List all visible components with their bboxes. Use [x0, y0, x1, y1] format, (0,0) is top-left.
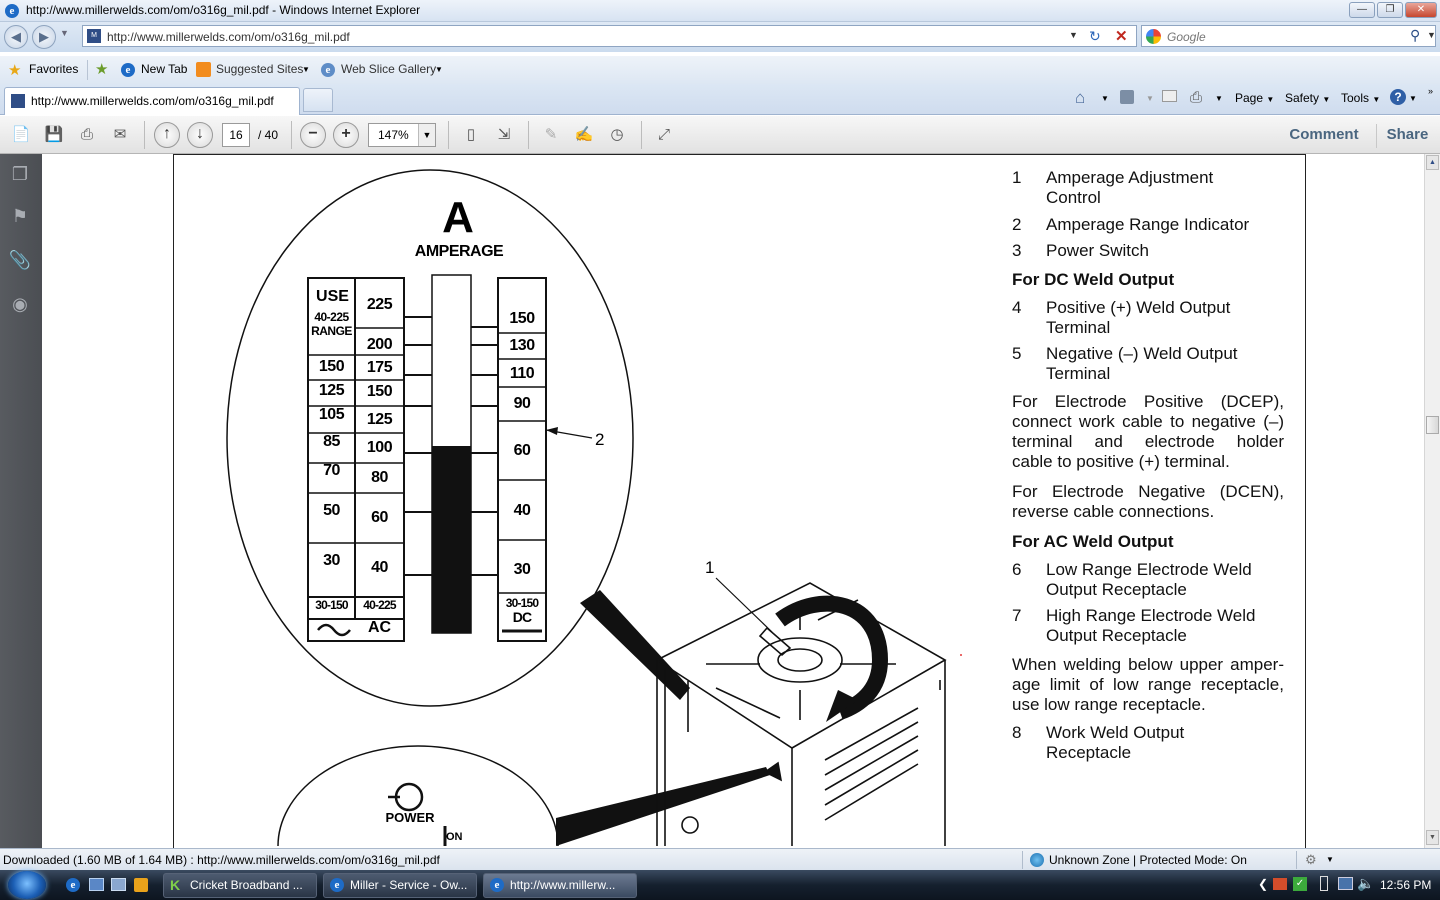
tab-favicon-icon — [11, 94, 25, 108]
share-button[interactable]: Share — [1376, 124, 1438, 148]
security-zone[interactable]: Unknown Zone | Protected Mode: On — [1049, 853, 1247, 867]
download-status: Downloaded (1.60 MB of 1.64 MB) : http://www.millerwelds.com/om/o316g_mil.pdf — [3, 853, 440, 867]
range-label-line-1: 40-225 — [314, 310, 349, 324]
recent-pages-dropdown-icon[interactable]: ▼ — [60, 28, 69, 38]
dc-bottom-label — [498, 596, 546, 624]
toolbar-separator — [291, 121, 292, 149]
globe-icon — [1030, 853, 1044, 867]
close-button[interactable]: ✕ — [1405, 2, 1437, 18]
scale-value: 150 — [509, 310, 535, 327]
suggested-sites-link[interactable]: Suggested Sites — [216, 62, 304, 76]
bookmarks-icon[interactable]: ⚑ — [11, 206, 29, 226]
edit-icon[interactable]: ✎ — [544, 126, 558, 143]
legend-number: 4 — [1012, 298, 1022, 317]
pdf-navigation-panel — [0, 154, 42, 848]
legend-label — [1046, 723, 1184, 763]
scroll-down-icon[interactable]: ▼ — [1426, 830, 1439, 845]
tab-label[interactable]: http://www.millerwelds.com/om/o316g_mil.pdf — [31, 94, 274, 108]
scale-value: 90 — [513, 395, 531, 412]
legend-line: Terminal — [1046, 364, 1111, 383]
print-pdf-icon[interactable]: ⎙ — [80, 126, 93, 143]
legend-label — [1046, 344, 1238, 384]
feeds-icon[interactable] — [1120, 90, 1134, 104]
toolbar-separator — [144, 121, 145, 149]
save-icon[interactable]: 💾 — [44, 126, 64, 143]
home-dropdown-icon[interactable]: ▼ — [1101, 94, 1109, 103]
media-player-icon[interactable] — [134, 878, 148, 892]
dc-heading: For DC Weld Output — [1012, 270, 1175, 289]
fit-width-icon[interactable]: ⇲ — [497, 126, 511, 143]
search-icon[interactable]: ⚲ — [1410, 27, 1421, 43]
legend-number: 5 — [1012, 344, 1022, 363]
scroll-thumb[interactable] — [1426, 416, 1439, 434]
zoom-in-button[interactable]: + — [333, 122, 359, 148]
pdf-document-view[interactable] — [42, 154, 1424, 848]
legend-label — [1046, 168, 1213, 208]
page-number-input[interactable]: 16 — [222, 123, 250, 147]
web-slice-dropdown-icon[interactable]: ▼ — [435, 65, 443, 74]
taskbar-item-label[interactable]: http://www.millerw... — [510, 878, 616, 892]
rotation-arrow — [780, 604, 880, 712]
page-total: / 40 — [258, 128, 279, 142]
para-line: terminal and electrode holder — [1012, 432, 1284, 451]
ac-label: AC — [367, 619, 392, 636]
legend-label — [1046, 560, 1252, 600]
back-button[interactable]: ◀ — [4, 25, 28, 49]
tab-active[interactable] — [4, 87, 300, 115]
para-line: reverse cable connections. — [1012, 502, 1215, 521]
legend-label — [1046, 606, 1255, 646]
amperage-label: AMPERAGE — [414, 243, 504, 260]
legend-line: Work Weld Output — [1046, 723, 1185, 742]
range-label-line-2: RANGE — [311, 324, 352, 338]
zoom-select[interactable] — [368, 123, 436, 147]
scale-value: 130 — [509, 337, 535, 354]
pages-icon[interactable]: ❐ — [11, 164, 29, 184]
legend-label: Amperage Range Indicator — [1046, 215, 1250, 234]
address-bar[interactable] — [82, 25, 1137, 47]
callout-2-label: 2 — [595, 430, 605, 449]
favorites-button[interactable]: Favorites — [29, 62, 79, 76]
legend-panel — [1012, 168, 1287, 848]
toolbar-separator — [641, 121, 642, 149]
taskbar-clock[interactable]: 12:56 PM — [1380, 878, 1432, 892]
window-title-bar — [0, 0, 1440, 22]
cricket-icon: K — [170, 877, 181, 893]
web-slice-icon: e — [321, 63, 335, 77]
scale-value: 105 — [318, 406, 345, 423]
new-tab-button[interactable] — [303, 88, 333, 112]
scale-value: 200 — [366, 336, 393, 353]
taskbar-item-label[interactable]: Miller - Service - Ow... — [350, 878, 468, 892]
legend-number: 2 — [1012, 215, 1022, 234]
legend-number: 7 — [1012, 606, 1022, 625]
tray-network-icon[interactable] — [1338, 877, 1353, 890]
scale-value: 80 — [371, 469, 388, 486]
stop-icon[interactable]: ✕ — [1115, 28, 1128, 45]
favorites-divider — [87, 60, 88, 80]
maximize-button[interactable]: ❐ — [1377, 2, 1403, 18]
para-line: age limit of low range receptacle, — [1012, 675, 1284, 694]
google-icon — [1146, 29, 1161, 44]
internet-explorer-icon: e — [5, 4, 19, 18]
suggested-sites-dropdown-icon[interactable]: ▼ — [302, 65, 310, 74]
legend-line: High Range Electrode Weld — [1046, 606, 1256, 625]
legend-number: 3 — [1012, 241, 1022, 260]
legend-number: 1 — [1012, 168, 1022, 187]
scroll-up-icon[interactable]: ▲ — [1426, 155, 1439, 170]
legend-label — [1046, 298, 1230, 338]
safety-menu[interactable]: Safety ▼ — [1285, 91, 1331, 105]
on-label: ON — [446, 831, 463, 843]
print-icon[interactable]: ⎙ — [1190, 89, 1203, 106]
taskbar-item-label[interactable]: Cricket Broadband ... — [190, 878, 303, 892]
taskbar-item-millerwelds[interactable] — [483, 873, 637, 898]
tray-app-icon[interactable] — [1273, 878, 1287, 890]
home-icon[interactable]: ⌂ — [1075, 88, 1086, 107]
switch-windows-icon[interactable] — [111, 878, 126, 891]
bottom-left-range: 30-150 — [315, 598, 348, 612]
scale-value: 100 — [366, 439, 393, 456]
zoom-status-dropdown-icon[interactable]: ▼ — [1326, 855, 1334, 864]
tray-check-icon[interactable]: ✓ — [1293, 877, 1307, 891]
vertical-scrollbar[interactable] — [1424, 154, 1440, 848]
scale-value: 70 — [323, 462, 340, 479]
bottom-mid-range: 40-225 — [363, 598, 396, 612]
forward-button[interactable]: ▶ — [32, 25, 56, 49]
legend-line: Amperage Adjustment — [1046, 168, 1214, 187]
suggested-sites-icon — [196, 62, 211, 77]
scale-value: 60 — [371, 509, 388, 526]
legend-line: Receptacle — [1046, 743, 1132, 762]
new-tab-link[interactable]: New Tab — [141, 62, 188, 76]
ac-wave-icon — [318, 625, 350, 635]
tray-chevron-icon[interactable]: ❮ — [1258, 877, 1269, 891]
legend-number: 6 — [1012, 560, 1022, 579]
forms-icon[interactable]: ◷ — [610, 126, 624, 143]
search-dropdown-icon[interactable]: ▼ — [1427, 30, 1436, 40]
status-bar — [0, 848, 1440, 870]
pdf-toolbar — [0, 116, 1440, 154]
scale-value: 40 — [371, 559, 388, 576]
scale-value: 125 — [366, 411, 393, 428]
web-slice-gallery-link[interactable]: Web Slice Gallery — [341, 62, 437, 76]
comment-button[interactable]: Comment — [1289, 126, 1359, 143]
search-placeholder[interactable]: Google — [1167, 30, 1206, 44]
print-dropdown-icon[interactable]: ▼ — [1215, 94, 1223, 103]
legend-line: Negative (–) Weld Output — [1046, 344, 1238, 363]
welder-machine-drawing — [657, 583, 945, 846]
page-menu-label[interactable]: Page — [1235, 91, 1264, 105]
para-line: For Electrode Positive (DCEP), — [1012, 392, 1284, 411]
dc-bottom-range: 30-150 — [505, 596, 539, 610]
scale-value: 50 — [323, 502, 340, 519]
scale-value: 30 — [513, 561, 531, 578]
address-text[interactable]: http://www.millerwelds.com/om/o316g_mil.pdf — [107, 30, 350, 44]
power-label: POWER — [385, 810, 435, 825]
page-menu[interactable]: Page ▼ — [1235, 91, 1275, 105]
chevron-more-icon[interactable]: » — [1428, 86, 1434, 96]
scale-value: 60 — [513, 442, 531, 459]
taskbar-ie-icon: e — [330, 878, 344, 892]
scale-value: 225 — [366, 296, 393, 313]
power-callout-wedge — [556, 767, 770, 846]
range-indicator-fill — [432, 446, 471, 633]
dc-bottom-dc: DC — [512, 609, 532, 625]
scale-value: 30 — [323, 552, 340, 569]
new-tab-ie-icon: e — [121, 63, 135, 77]
red-annotation-asterisk-left — [960, 643, 962, 667]
tray-volume-icon[interactable]: 🔈 — [1357, 875, 1375, 891]
zoom-dropdown-icon[interactable]: ▼ — [418, 124, 435, 146]
previous-page-button[interactable]: ↑ — [154, 122, 180, 148]
dcen-paragraph — [1012, 482, 1284, 522]
sign-icon[interactable]: ✍ — [574, 126, 594, 143]
search-box[interactable] — [1141, 25, 1436, 47]
status-divider — [1022, 851, 1023, 869]
read-mail-icon[interactable] — [1162, 90, 1177, 102]
amperage-big-letter: A — [442, 193, 474, 242]
tools-menu[interactable]: Tools ▼ — [1341, 91, 1381, 105]
status-divider — [1296, 851, 1297, 869]
para-line: connect work cable to negative (–) — [1012, 412, 1284, 431]
scale-value: 175 — [366, 359, 393, 376]
tray-battery-icon[interactable] — [1320, 876, 1328, 891]
taskbar-item-cricket[interactable] — [163, 873, 317, 898]
tools-menu-label[interactable]: Tools — [1341, 91, 1370, 105]
legend-label: Power Switch — [1046, 241, 1149, 260]
dcep-paragraph — [1012, 392, 1284, 472]
scale-value: 85 — [323, 433, 340, 450]
scale-value: 110 — [509, 365, 535, 382]
legend-line: Output Receptacle — [1046, 580, 1187, 599]
legend-line: Terminal — [1046, 318, 1111, 337]
ac-heading: For AC Weld Output — [1012, 532, 1174, 551]
start-button[interactable] — [8, 871, 46, 899]
favorites-star-icon: ★ — [8, 62, 22, 79]
callout-wedge — [580, 590, 690, 700]
para-line: For Electrode Negative (DCEN), — [1012, 482, 1284, 501]
legend-line: Output Receptacle — [1046, 626, 1187, 645]
taskbar-ie-icon: e — [490, 878, 504, 892]
callout-1-label: 1 — [705, 558, 715, 577]
fit-page-icon[interactable]: ▯ — [466, 126, 476, 143]
zoom-value[interactable]: 147% — [378, 128, 409, 142]
legend-line: Low Range Electrode Weld — [1046, 560, 1252, 579]
full-screen-icon[interactable]: ⤢ — [657, 126, 670, 143]
zoom-out-button[interactable]: − — [300, 122, 326, 148]
legend-line: Control — [1046, 188, 1101, 207]
toolbar-separator — [528, 121, 529, 149]
email-icon[interactable]: ✉ — [113, 126, 127, 143]
find-binoculars-icon[interactable]: ◉ — [12, 294, 28, 314]
help-dropdown-icon[interactable]: ▼ — [1409, 94, 1417, 103]
para-line: use low range receptacle. — [1012, 695, 1206, 714]
safety-menu-label[interactable]: Safety — [1285, 91, 1320, 105]
range-label — [308, 310, 355, 338]
show-desktop-icon[interactable] — [89, 878, 104, 891]
scale-value: 40 — [513, 502, 531, 519]
create-pdf-icon[interactable]: 📄 — [11, 126, 31, 143]
quicklaunch-ie-icon[interactable]: e — [66, 878, 80, 892]
minimize-button[interactable]: — — [1349, 2, 1375, 18]
window-title: http://www.millerwelds.com/om/o316g_mil.pdf - Windows Internet Explorer — [26, 3, 421, 17]
scale-value: 150 — [318, 358, 345, 375]
scale-value: 150 — [366, 383, 393, 400]
use-label: USE — [316, 288, 349, 305]
help-icon[interactable]: ? — [1390, 89, 1406, 105]
refresh-icon[interactable]: ↻ — [1089, 28, 1101, 44]
para-line: When welding below upper amper- — [1012, 655, 1284, 674]
note-paragraph — [1012, 655, 1284, 715]
toolbar-separator — [448, 121, 449, 149]
address-dropdown-icon[interactable]: ▼ — [1069, 30, 1078, 40]
add-favorites-icon[interactable]: ★ — [95, 61, 109, 78]
power-detail-ellipse — [278, 746, 558, 846]
legend-number: 8 — [1012, 723, 1022, 742]
attachments-icon[interactable]: 📎 — [8, 250, 32, 270]
taskbar-item-miller-service[interactable] — [323, 873, 477, 898]
zoom-status-icon[interactable]: ⚙ — [1305, 852, 1317, 867]
next-page-button[interactable]: ↓ — [187, 122, 213, 148]
scale-value: 125 — [318, 382, 345, 399]
feeds-dropdown-icon[interactable]: ▼ — [1146, 94, 1154, 103]
legend-line: Positive (+) Weld Output — [1046, 298, 1231, 317]
para-line: cable to positive (+) terminal. — [1012, 452, 1230, 471]
site-favicon-icon: M — [87, 29, 101, 43]
